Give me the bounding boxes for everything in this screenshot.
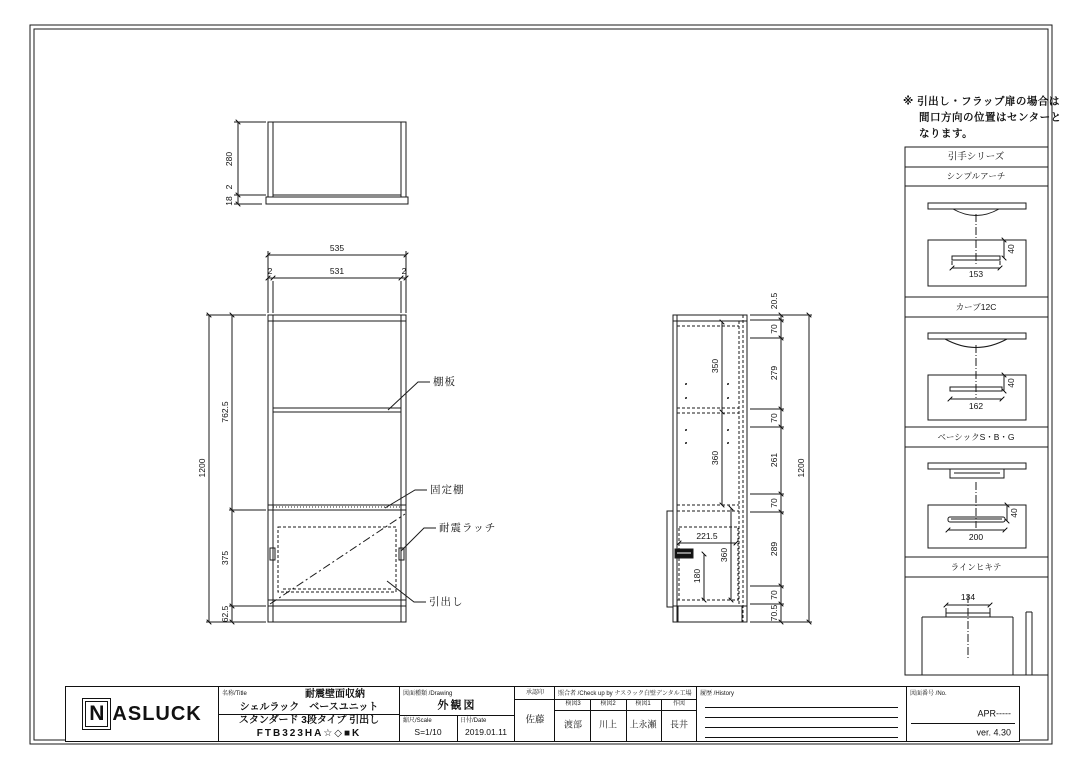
date-header: 日付/Date <box>460 718 487 724</box>
front-view-linework <box>206 251 436 622</box>
sheet-frame <box>30 25 1052 744</box>
date-value: 2019.01.11 <box>465 726 507 737</box>
dim-top-front-edge: 18 <box>223 196 234 206</box>
name-header: 名称/Title <box>222 691 247 697</box>
check-name: 川上 <box>598 719 618 730</box>
handle-panel-header: 引手シリーズ <box>947 151 1005 163</box>
dim-front-base: 62.5 <box>219 605 230 623</box>
handle-dim-width: 162 <box>968 400 984 411</box>
check-role: 検図1 <box>635 701 651 707</box>
dim-side-pitch-lower: 360 <box>709 450 720 466</box>
dim-side-chain: 70 <box>768 590 779 600</box>
handle-dim-width: 200 <box>968 531 984 542</box>
dim-side-chain: 70 <box>768 413 779 423</box>
dim-side-overall: 1200 <box>795 458 806 478</box>
dim-side-chain: 289 <box>768 541 779 557</box>
dim-side-drawer-pitch: 360 <box>718 547 729 563</box>
handle-dim-height: 40 <box>1008 508 1019 518</box>
dim-side-pitch-upper: 350 <box>709 358 720 374</box>
drawing-type: 外観図 <box>437 699 477 712</box>
dim-side-chain: 70.5 <box>768 604 779 622</box>
nasluck-logo: N ASLUCK <box>66 687 218 741</box>
note-line: なります。 <box>919 127 974 140</box>
note-line: ※ 引出し・フラップ扉の場合は <box>903 95 1060 108</box>
dim-side-chain: 70 <box>768 498 779 508</box>
handle-dim-width: 134 <box>960 591 976 602</box>
dim-top-back: 2 <box>223 184 234 190</box>
title-block-drawing-cell <box>399 687 514 741</box>
handle-section-label: ラインヒキテ <box>950 561 1002 572</box>
check-role: 作図 <box>672 701 686 707</box>
title-block-name-cell <box>218 687 399 741</box>
dim-front-width-inner: 531 <box>329 265 345 276</box>
label-drawer: 引出し <box>429 595 464 608</box>
dim-side-chain: 279 <box>768 365 779 381</box>
dim-side-chain: 261 <box>768 452 779 468</box>
handle-dim-height: 40 <box>1005 244 1016 254</box>
check-header: 照合者 /Check up by ナスラック白壁デンタル工場 <box>558 691 692 697</box>
label-latch: 耐震ラッチ <box>439 521 497 534</box>
number-header: 図面番号 /No. <box>910 691 947 697</box>
check-role: 検図3 <box>565 701 581 707</box>
label-shelf: 棚板 <box>433 375 456 388</box>
drawing-header: 図面種類 /Drawing <box>403 691 453 697</box>
dim-front-edge-left: 2 <box>267 265 273 276</box>
scale-header: 縮尺/Scale <box>403 718 432 724</box>
history-header: 履歴 /History <box>700 691 735 697</box>
handle-section-label: カーブ12C <box>955 301 997 312</box>
scale-value: S=1/10 <box>414 726 442 737</box>
label-fixed-shelf: 固定棚 <box>430 483 465 496</box>
product-code: FTB323HA☆◇■K <box>256 728 362 739</box>
handle-dim-height: 40 <box>1005 378 1016 388</box>
check-name: 渡部 <box>563 719 583 730</box>
approval-name: 佐藤 <box>525 714 545 726</box>
title-block-approval-cell <box>514 687 554 741</box>
title-block <box>65 686 1020 742</box>
handle-section-label: シンプルアーチ <box>946 170 1006 181</box>
title-block-logo-cell <box>66 687 218 741</box>
dim-front-drawer: 375 <box>219 550 230 566</box>
dim-front-width-total: 535 <box>329 242 345 253</box>
handle-section-label: ベーシックS・B・G <box>937 431 1015 442</box>
top-view-linework <box>234 122 408 204</box>
product-title: 耐震壁面収納 <box>305 689 365 700</box>
handle-panel-linework <box>905 147 1048 675</box>
check-name: 上永瀬 <box>629 719 657 730</box>
title-block-history-cell <box>696 687 906 741</box>
dim-top-depth: 280 <box>223 151 234 167</box>
logo-n-emblem: N <box>82 698 111 730</box>
version-label: ver. 4.30 <box>976 727 1011 738</box>
drawing-number: APR----- <box>977 708 1011 719</box>
side-view-linework <box>667 315 812 622</box>
dim-side-handle: 180 <box>691 568 702 584</box>
check-name: 長井 <box>669 719 689 730</box>
check-role: 検図2 <box>600 701 616 707</box>
dim-side-chain: 70 <box>768 324 779 334</box>
title-block-check-cell <box>554 687 696 741</box>
product-line2: シェルラック ベースユニット <box>239 702 379 713</box>
dim-front-edge-right: 2 <box>401 265 407 276</box>
approval-header: 承認印 <box>525 690 545 696</box>
handle-dim-width: 153 <box>968 268 984 279</box>
dim-side-chain: 20.5 <box>768 292 779 310</box>
dim-side-drawer-depth: 221.5 <box>696 530 718 541</box>
dim-front-upper: 762.5 <box>219 401 230 423</box>
product-line3: スタンダード 3段タイプ 引出し <box>238 715 380 726</box>
note-line: 間口方向の位置はセンターと <box>919 111 1062 124</box>
title-block-number-cell <box>906 687 1019 741</box>
dim-front-height-total: 1200 <box>196 458 207 478</box>
